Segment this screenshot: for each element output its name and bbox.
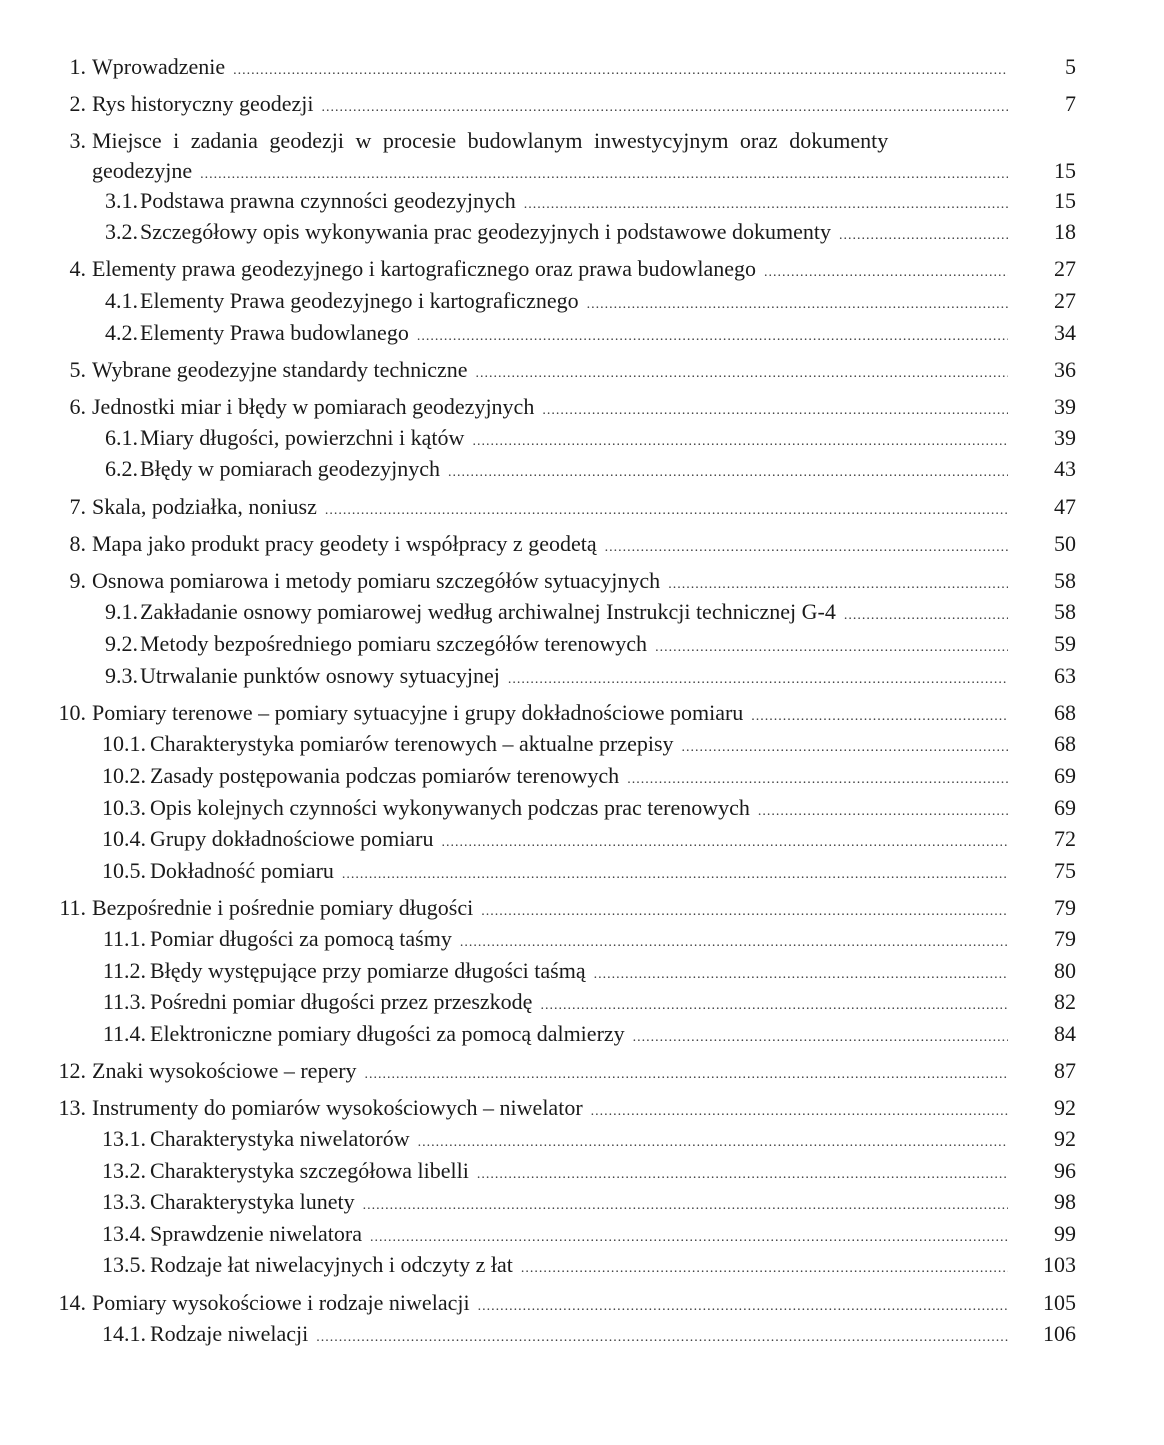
entry-number: 10.2. (102, 763, 146, 788)
dot-leader (418, 1128, 1008, 1158)
entry-title: Zakładanie osnowy pomiarowej według archiwalnej Instrukcji technicznej G-4 (140, 599, 836, 624)
toc-entry-13 (0, 1093, 1164, 1123)
dot-leader (316, 1323, 1008, 1353)
entry-title: Znaki wysokościowe – repery (92, 1058, 357, 1083)
entry-number: 10.3. (102, 795, 146, 820)
toc-entry-9 (0, 566, 1164, 596)
entry-page: 84 (1054, 1021, 1076, 1046)
toc-entry-10-4 (0, 824, 1164, 854)
entry-title-wrap (150, 1219, 1008, 1253)
entry-number: 12. (58, 1058, 86, 1083)
entry-title: Rys historyczny geodezji (92, 91, 314, 116)
entry-page: 96 (1054, 1158, 1076, 1183)
entry-title-wrap (140, 217, 1008, 251)
entry-title-wrap (92, 89, 1008, 123)
toc-entry-10-3 (0, 793, 1164, 823)
entry-title: Elementy Prawa budowlanego (140, 320, 409, 345)
toc-entry-2 (0, 89, 1164, 119)
entry-title-wrap (150, 924, 1008, 958)
dot-leader (481, 897, 1008, 927)
entry-number: 11. (59, 895, 86, 920)
dot-leader (839, 221, 1008, 251)
toc-entry-9-3 (0, 661, 1164, 691)
entry-title-wrap (92, 156, 1008, 190)
entry-page: 69 (1054, 795, 1076, 820)
entry-title-wrap (140, 318, 1008, 352)
dot-leader (751, 702, 1008, 732)
entry-title-wrap (92, 254, 1008, 288)
entry-page: 87 (1054, 1058, 1076, 1083)
entry-page: 15 (1054, 188, 1076, 213)
dot-leader (764, 258, 1008, 288)
entry-title: Charakterystyka lunety (150, 1189, 355, 1214)
entry-title-wrap (140, 286, 1008, 320)
toc-entry-10-2 (0, 761, 1164, 791)
entry-title: Miary długości, powierzchni i kątów (140, 425, 465, 450)
dot-leader (342, 860, 1008, 890)
dot-leader (508, 665, 1008, 695)
entry-page: 79 (1054, 895, 1076, 920)
entry-number: 1. (69, 54, 86, 79)
entry-title: Błędy w pomiarach geodezyjnych (140, 456, 440, 481)
entry-page: 43 (1054, 456, 1076, 481)
entry-title-wrap (92, 893, 1008, 927)
entry-number: 11.3. (102, 989, 146, 1014)
entry-title: Zasady postępowania podczas pomiarów terenowych (150, 763, 620, 788)
entry-page: 58 (1054, 599, 1076, 624)
entry-page: 39 (1054, 394, 1076, 419)
toc-entry-3 (0, 126, 1164, 156)
entry-title-wrap (92, 52, 1008, 86)
entry-title-wrap (92, 355, 1008, 389)
toc-entry-14-1 (0, 1319, 1164, 1349)
entry-page: 68 (1054, 731, 1076, 756)
entry-page: 50 (1054, 531, 1076, 556)
dot-leader (591, 1097, 1008, 1127)
entry-number: 5. (69, 357, 86, 382)
entry-title-wrap (150, 761, 1008, 795)
toc-entry-13-1 (0, 1124, 1164, 1154)
toc-entry-9-2 (0, 629, 1164, 659)
toc-entry-6-1 (0, 423, 1164, 453)
toc-entry-3-2 (0, 217, 1164, 247)
entry-number: 13.2. (102, 1158, 146, 1183)
dot-leader (668, 570, 1008, 600)
toc-entry-13-2 (0, 1156, 1164, 1186)
entry-page: 106 (1043, 1321, 1076, 1346)
dot-leader (460, 928, 1008, 958)
entry-number: 10. (58, 700, 86, 725)
toc-entry-11-1 (0, 924, 1164, 954)
entry-title: Bezpośrednie i pośrednie pomiary długości (92, 895, 474, 920)
entry-title: Charakterystyka szczegółowa libelli (150, 1158, 469, 1183)
entry-title-wrap (150, 1124, 1008, 1158)
dot-leader (587, 290, 1008, 320)
entry-title-wrap (140, 629, 1008, 663)
entry-title-wrap (150, 987, 1008, 1021)
dot-leader (472, 427, 1008, 457)
entry-title: Elektroniczne pomiary długości za pomocą dalmierzy (150, 1021, 625, 1046)
entry-title: Pomiary wysokościowe i rodzaje niwelacji (92, 1290, 470, 1315)
dot-leader (233, 56, 1008, 86)
dot-leader (448, 458, 1008, 488)
entry-title-wrap (150, 1187, 1008, 1221)
dot-leader (682, 733, 1008, 763)
entry-number: 11.1. (102, 926, 146, 951)
entry-page: 69 (1054, 763, 1076, 788)
toc-entry-4-1 (0, 286, 1164, 316)
dot-leader (322, 93, 1008, 123)
dot-leader (442, 828, 1009, 858)
toc-entry-7 (0, 492, 1164, 522)
toc-entry-6-2 (0, 454, 1164, 484)
entry-title-line-1: Miejsce i zadania geodezji w procesie budowlanym inwestycyjnym oraz dokumenty (92, 128, 889, 153)
entry-title: Charakterystyka pomiarów terenowych – aktualne przepisy (150, 731, 674, 756)
entry-title-wrap (150, 856, 1008, 890)
entry-number: 3.1. (105, 188, 138, 213)
entry-page: 59 (1054, 631, 1076, 656)
entry-number: 9.2. (105, 631, 138, 656)
entry-title-wrap (150, 1019, 1008, 1053)
entry-title: Pośredni pomiar długości przez przeszkodę (150, 989, 533, 1014)
toc-entry-11-4 (0, 1019, 1164, 1049)
entry-title: Charakterystyka niwelatorów (150, 1126, 410, 1151)
dot-leader (540, 991, 1008, 1021)
entry-number: 3.2. (105, 219, 138, 244)
dot-leader (542, 396, 1008, 426)
entry-title-wrap (140, 661, 1008, 695)
entry-title-wrap (140, 454, 1008, 488)
entry-title-wrap (92, 492, 1008, 526)
entry-number: 11.2. (102, 958, 146, 983)
dot-leader (417, 322, 1008, 352)
entry-page: 58 (1054, 568, 1076, 593)
dot-leader (844, 601, 1008, 631)
toc-entry-3-1 (0, 186, 1164, 216)
toc-entry-10-5 (0, 856, 1164, 886)
entry-title-wrap (150, 729, 1008, 763)
dot-leader (633, 1023, 1008, 1053)
entry-number: 7. (69, 494, 86, 519)
entry-number: 4.1. (105, 288, 138, 313)
entry-title-wrap (150, 793, 1008, 827)
entry-page: 82 (1054, 989, 1076, 1014)
entry-title-wrap (140, 423, 1008, 457)
entry-page: 5 (1065, 54, 1076, 79)
entry-page: 39 (1054, 425, 1076, 450)
entry-number: 4. (69, 256, 86, 281)
entry-title-wrap (150, 956, 1008, 990)
entry-number: 9.3. (105, 663, 138, 688)
entry-title: Mapa jako produkt pracy geodety i współpracy z geodetą (92, 531, 597, 556)
entry-page: 47 (1054, 494, 1076, 519)
entry-page: 68 (1054, 700, 1076, 725)
entry-title: Dokładność pomiaru (150, 858, 334, 883)
entry-number: 13.1. (102, 1126, 146, 1151)
dot-leader (363, 1191, 1008, 1221)
entry-number: 6. (69, 394, 86, 419)
toc-entry-13-4 (0, 1219, 1164, 1249)
entry-page: 27 (1054, 256, 1076, 281)
entry-title: Opis kolejnych czynności wykonywanych podczas prac terenowych (150, 795, 750, 820)
entry-title: Pomiar długości za pomocą taśmy (150, 926, 452, 951)
toc-entry-8 (0, 529, 1164, 559)
toc-entry-4-2 (0, 318, 1164, 348)
entry-number: 10.4. (102, 826, 146, 851)
toc-entry-3-cont (0, 156, 1164, 186)
entry-page: 34 (1054, 320, 1076, 345)
entry-title: Szczegółowy opis wykonywania prac geodezyjnych i podstawowe dokumenty (140, 219, 831, 244)
entry-number: 13.3. (102, 1189, 146, 1214)
entry-title-wrap (150, 1319, 1008, 1353)
toc-entry-4 (0, 254, 1164, 284)
entry-page: 27 (1054, 288, 1076, 313)
toc-entry-13-3 (0, 1187, 1164, 1217)
toc-entry-6 (0, 392, 1164, 422)
entry-title: Wybrane geodezyjne standardy techniczne (92, 357, 468, 382)
entry-number: 2. (69, 91, 86, 116)
toc-entry-11-2 (0, 956, 1164, 986)
entry-number: 6.1. (105, 425, 138, 450)
entry-page: 92 (1054, 1095, 1076, 1120)
dot-leader (524, 190, 1008, 220)
entry-number: 11.4. (102, 1021, 146, 1046)
entry-number: 3. (69, 128, 86, 153)
entry-title: Skala, podziałka, noniusz (92, 494, 317, 519)
entry-title: Sprawdzenie niwelatora (150, 1221, 362, 1246)
entry-number: 14. (58, 1290, 86, 1315)
entry-number: 6.2. (105, 456, 138, 481)
entry-page: 80 (1054, 958, 1076, 983)
entry-title-wrap (92, 392, 1008, 426)
entry-title-wrap (92, 1093, 1008, 1127)
entry-title-wrap (92, 1056, 1008, 1090)
entry-title-wrap (150, 1156, 1008, 1190)
entry-title: Grupy dokładnościowe pomiaru (150, 826, 434, 851)
dot-leader (476, 359, 1008, 389)
dot-leader (758, 797, 1008, 827)
entry-number: 4.2. (105, 320, 138, 345)
dot-leader (605, 533, 1008, 563)
entry-number: 13.4. (102, 1221, 146, 1246)
entry-title: Błędy występujące przy pomiarze długości taśmą (150, 958, 586, 983)
toc-entry-10 (0, 698, 1164, 728)
entry-page: 15 (1054, 158, 1076, 183)
dot-leader (365, 1060, 1008, 1090)
entry-title-line-2: geodezyjne (92, 158, 193, 183)
entry-page: 7 (1065, 91, 1076, 116)
entry-page: 98 (1054, 1189, 1076, 1214)
entry-title: Metody bezpośredniego pomiaru szczegółów terenowych (140, 631, 648, 656)
toc-entry-12 (0, 1056, 1164, 1086)
entry-page: 105 (1043, 1290, 1076, 1315)
entry-page: 36 (1054, 357, 1076, 382)
toc-entry-11 (0, 893, 1164, 923)
entry-title-wrap (150, 824, 1008, 858)
toc-entry-14 (0, 1288, 1164, 1318)
entry-number: 9.1. (105, 599, 138, 624)
entry-title-wrap (92, 566, 1008, 600)
entry-page: 63 (1054, 663, 1076, 688)
dot-leader (478, 1292, 1008, 1322)
entry-number: 10.5. (102, 858, 146, 883)
dot-leader (627, 765, 1008, 795)
entry-title: Utrwalanie punktów osnowy sytuacyjnej (140, 663, 500, 688)
entry-title: Pomiary terenowe – pomiary sytuacyjne i grupy dokładnościowe pomiaru (92, 700, 744, 725)
entry-title: Instrumenty do pomiarów wysokościowych – niwelator (92, 1095, 583, 1120)
entry-page: 72 (1054, 826, 1076, 851)
entry-number: 13. (58, 1095, 86, 1120)
toc-entry-1 (0, 52, 1164, 82)
entry-number: 8. (69, 531, 86, 556)
dot-leader (521, 1254, 1008, 1284)
entry-number: 14.1. (102, 1321, 146, 1346)
entry-number: 9. (69, 568, 86, 593)
entry-page: 79 (1054, 926, 1076, 951)
entry-page: 75 (1054, 858, 1076, 883)
toc-entry-11-3 (0, 987, 1164, 1017)
entry-number: 13.5. (102, 1252, 146, 1277)
entry-title: Rodzaje łat niwelacyjnych i odczyty z łat (150, 1252, 513, 1277)
entry-title: Elementy Prawa geodezyjnego i kartograficznego (140, 288, 579, 313)
entry-page: 18 (1054, 219, 1076, 244)
entry-page: 99 (1054, 1221, 1076, 1246)
dot-leader (655, 633, 1008, 663)
entry-title-wrap (140, 597, 1008, 631)
entry-title: Jednostki miar i błędy w pomiarach geodezyjnych (92, 394, 535, 419)
entry-number: 10.1. (102, 731, 146, 756)
dot-leader (370, 1223, 1008, 1253)
entry-title-wrap (92, 1288, 1008, 1322)
toc-entry-9-1 (0, 597, 1164, 627)
entry-title-wrap (150, 1250, 1008, 1284)
entry-title-wrap (92, 698, 1008, 732)
entry-title: Osnowa pomiarowa i metody pomiaru szczegółów sytuacyjnych (92, 568, 661, 593)
entry-page: 92 (1054, 1126, 1076, 1151)
toc-entry-10-1 (0, 729, 1164, 759)
dot-leader (594, 960, 1008, 990)
toc-entry-5 (0, 355, 1164, 385)
dot-leader (477, 1160, 1008, 1190)
dot-leader (325, 496, 1008, 526)
entry-title-wrap (140, 186, 1008, 220)
toc-entry-13-5 (0, 1250, 1164, 1280)
entry-page: 103 (1043, 1252, 1076, 1277)
entry-title: Wprowadzenie (92, 54, 226, 79)
entry-title-wrap (92, 529, 1008, 563)
entry-title: Podstawa prawna czynności geodezyjnych (140, 188, 516, 213)
entry-title: Elementy prawa geodezyjnego i kartograficznego oraz prawa budowlanego (92, 256, 756, 281)
entry-title: Rodzaje niwelacji (150, 1321, 309, 1346)
